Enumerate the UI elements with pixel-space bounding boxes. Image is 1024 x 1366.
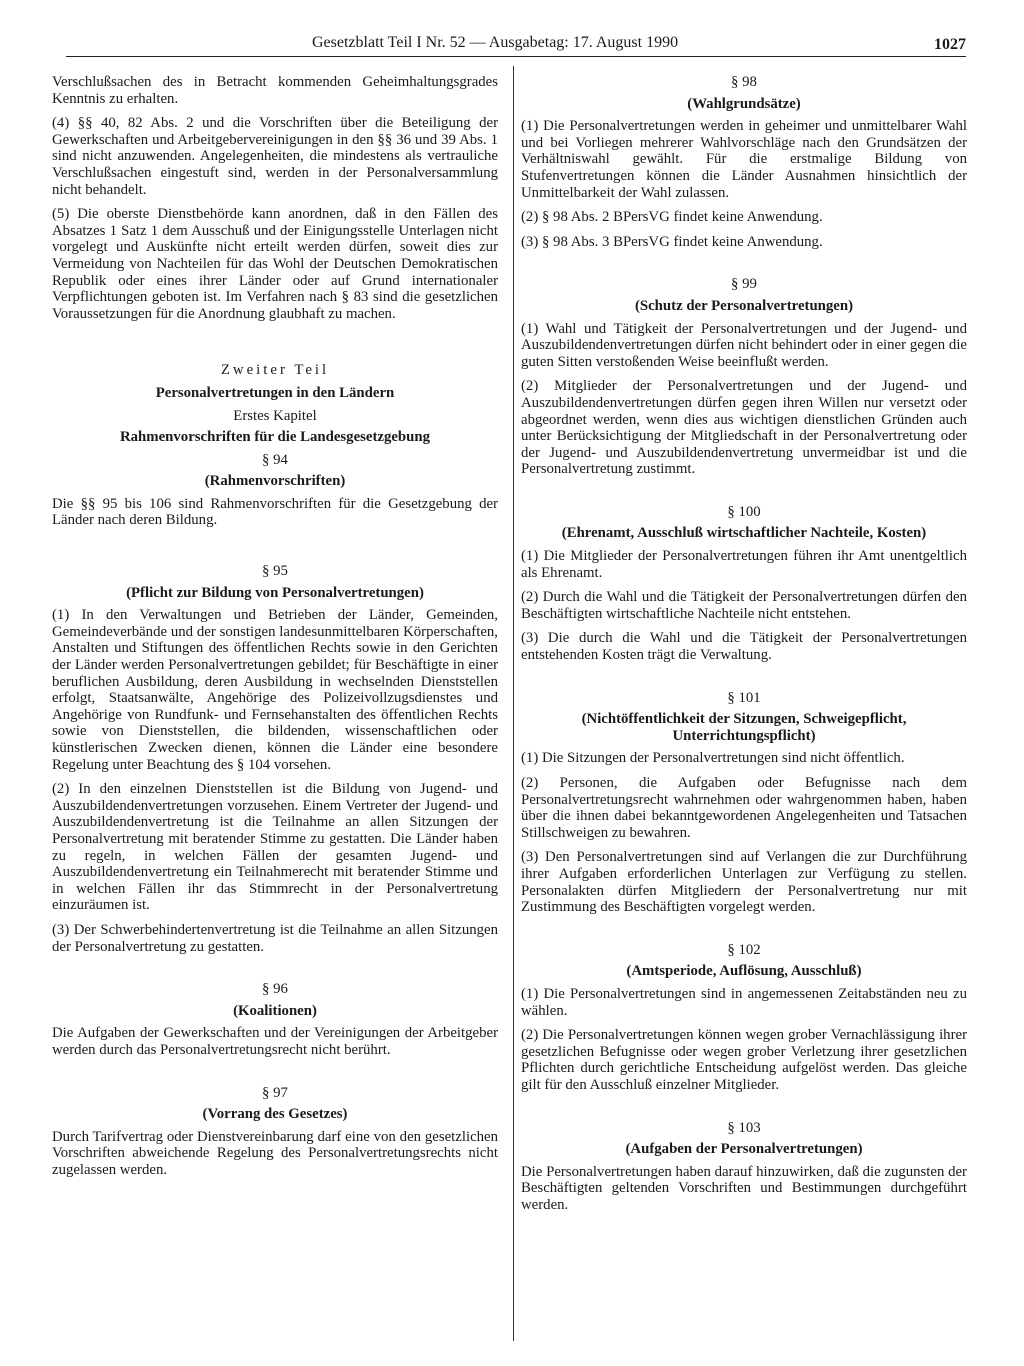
paragraph: Die Personalvertretungen haben darauf hinzuwirken, daß die zugunsten der Beschäftigten geltenden Vorschriften und Bestimmungen durchgeführt werden.	[521, 1163, 967, 1213]
section-number: § 103	[727, 1119, 761, 1136]
page-number: 1027	[934, 36, 966, 53]
section-title: (Koalitionen)	[233, 1002, 317, 1019]
section-number: § 99	[731, 276, 757, 293]
paragraph: Verschlußsachen des in Betracht kommenden Geheimhaltungsgrades Kenntnis zu erhalten.	[52, 74, 498, 107]
section-title: (Pflicht zur Bildung von Personalvertretungen)	[126, 584, 424, 601]
page-header	[66, 34, 966, 56]
paragraph: (5) Die oberste Dienstbehörde kann anordnen, daß in den Fällen des Absatzes 1 Satz 1 dem Ausschuß und der Einigungsstelle Unterlagen nicht vorgelegt und Auskünfte nicht erteilt werden dürfen, soweit dies zur Vermeidung von Nachteilen für das Wohl der Deutschen Demokratischen Republik oder eines ihrer Länder oder auf Grund internationaler Verpflichtungen geboten ist. Im Verfahren nach § 83 sind die gesetzlichen Voraussetzungen für die Anordnung glaubhaft zu machen.	[52, 206, 498, 322]
paragraph: (3) Den Personalvertretungen sind auf Verlangen die zur Durchführung ihrer Aufgaben erforderlichen Unterlagen zur Verfügung zu stellen. Personalakten dürfen Mitgliedern der Personalvertretung nur mit Zustimmung des Beschäftigten vorgelegt werden.	[521, 849, 967, 916]
section-title: (Amtsperiode, Auflösung, Ausschluß)	[626, 963, 862, 980]
paragraph: (1) Die Personalvertretungen werden in geheimer und unmittelbarer Wahl und bei Vorliegen mehrerer Wahlvorschläge nach den Grundsätzen der Verhältniswahl gewählt. Für die erstmalige Bildung von Stufenvertretungen können die Länder Ausnahmen hinsichtlich der Unmittelbarkeit der Wahl zulassen.	[521, 118, 967, 201]
paragraph: (2) In den einzelnen Dienststellen ist die Bildung von Jugend- und Auszubildendenvertretungen vorzusehen. Einem Vertreter der Jugend- und Auszubildendenvertretung ist die Teilnahme an allen Sitzungen der Personalvertretung mit beratender Stimme zu gestatten. Die Länder haben zu regeln, in welchen Fällen der gesamten Jugend- und Auszubildendenvertretung ein Teilnahmerecht mit beratender Stimme und in welchen Fällen ihr das Stimmrecht in der Personalvertretung einzuräumen ist.	[52, 781, 498, 914]
right-column	[521, 74, 967, 1221]
section-number: § 96	[262, 981, 288, 998]
paragraph: Die Aufgaben der Gewerkschaften und der Vereinigungen der Arbeitgeber werden durch das Personalvertretungsrecht nicht berührt.	[52, 1025, 498, 1058]
chapter-heading: Erstes Kapitel	[233, 407, 317, 424]
paragraph: (2) § 98 Abs. 2 BPersVG findet keine Anwendung.	[521, 209, 823, 226]
section-title: (Vorrang des Gesetzes)	[202, 1106, 348, 1123]
paragraph: (1) Die Sitzungen der Personalvertretungen sind nicht öffentlich.	[521, 750, 905, 767]
paragraph: (2) Die Personalvertretungen können wegen grober Vernachlässigung ihrer gesetzlichen Befugnisse oder wegen grober Verletzung ihrer gesetzlichen Pflichten durch gerichtliche Entscheidung aufgelöst werden. Das gleiche gilt für den Ausschluß einzelner Mitglieder.	[521, 1027, 967, 1093]
paragraph: (2) Durch die Wahl und die Tätigkeit der Personalvertretungen dürfen den Beschäftigten wirtschaftliche Nachteile nicht entstehen.	[521, 589, 967, 622]
section-number: § 102	[727, 941, 761, 958]
section-title: (Nichtöffentlichkeit der Sitzungen, Schweigepflicht, Unterrichtungspflicht)	[581, 711, 907, 744]
gazette-title: Gesetzblatt Teil I Nr. 52 — Ausgabetag: 17. August 1990	[312, 34, 679, 51]
paragraph: (3) § 98 Abs. 3 BPersVG findet keine Anwendung.	[521, 233, 823, 250]
paragraph: (1) Die Mitglieder der Personalvertretungen führen ihr Amt unentgeltlich als Ehrenamt.	[521, 548, 967, 581]
section-number: § 101	[727, 689, 761, 706]
paragraph: (3) Der Schwerbehindertenvertretung ist die Teilnahme an allen Sitzungen der Personalvertretung zu gestatten.	[52, 921, 498, 955]
chapter-title: Rahmenvorschriften für die Landesgesetzgebung	[119, 429, 431, 446]
paragraph: (1) Die Personalvertretungen sind in angemessenen Zeitabständen neu zu wählen.	[521, 985, 967, 1019]
paragraph: Die §§ 95 bis 106 sind Rahmenvorschriften für die Gesetzgebung der Länder nach deren Bildung.	[52, 495, 498, 529]
paragraph: (1) In den Verwaltungen und Betrieben der Länder, Gemeinden, Gemeindeverbände und der sonstigen landesunmittelbaren Körperschaften, Anstalten und Stiftungen des öffentlichen Rechts sowie in den Gerichten der Länder werden Personalvertretungen gebildet; für Beschäftigte in einer beruflichen Ausbildung, deren Ausbildung in wechselnden Dienststellen erfolgt, Staatsanwälte, Angehörige des Polizeivollzugsdienstes und Angehörige von Rundfunk- und Fernsehanstalten des öffentlichen Rechts sowie von Dienststellen, die bildenden, wissenschaftlichen oder künstlerischen Zwecken dienen, können die Länder eine besondere Regelung unter Beachtung des § 104 vorsehen.	[52, 607, 498, 773]
header-rule	[66, 56, 966, 57]
paragraph: (4) §§ 40, 82 Abs. 2 und die Vorschriften über die Beteiligung der Gewerkschaften und Arbeitgebervereinigungen in den §§ 36 und 39 Abs. 1 sind nicht anzuwenden. Angelegenheiten, die mindestens als vertrauliche Verschlußsachen eingestuft sind, werden in der Personalversammlung nicht behandelt.	[52, 115, 498, 198]
section-title: (Ehrenamt, Ausschluß wirtschaftlicher Nachteile, Kosten)	[561, 525, 927, 542]
section-number: § 100	[727, 503, 761, 520]
section-title: (Rahmenvorschriften)	[204, 473, 346, 490]
paragraph: (2) Mitglieder der Personalvertretungen und der Jugend- und Auszubildendenvertretungen dürfen gegen ihren Willen nur versetzt oder abgeordnet werden, wenn dies aus wichtigen dienstlichen Gründen auch unter Berücksichtigung der Mitgliedschaft in der Personalvertretung oder der Jugend- und Auszubildendenvertretung unvermeidbar ist und die Personalvertretung zustimmt.	[521, 378, 967, 478]
section-number: § 98	[731, 74, 757, 90]
paragraph: Durch Tarifvertrag oder Dienstvereinbarung darf eine von den gesetzlichen Vorschriften abweichende Regelung des Personalvertretungsrechts nicht zugelassen werden.	[52, 1128, 498, 1178]
left-column	[52, 74, 498, 1186]
paragraph: (1) Wahl und Tätigkeit der Personalvertretungen und der Jugend- und Auszubildendenvertretungen dürfen nicht behindert oder in einer gegen die guten Sitten verstoßenden Weise beeinflußt werden.	[521, 320, 967, 370]
column-divider	[513, 66, 514, 1341]
section-title: (Wahlgrundsätze)	[687, 95, 801, 112]
section-title: (Schutz der Personalvertretungen)	[634, 297, 854, 314]
paragraph: (3) Die durch die Wahl und die Tätigkeit der Personalvertretungen entstehenden Kosten trägt die Verwaltung.	[521, 630, 967, 664]
section-number: § 97	[262, 1084, 288, 1101]
section-number: § 94	[262, 451, 288, 468]
part-title: Personalvertretungen in den Ländern	[155, 384, 395, 401]
section-number: § 95	[262, 563, 288, 580]
section-title: (Aufgaben der Personalvertretungen)	[625, 1141, 863, 1158]
part-heading: Zweiter Teil	[220, 362, 330, 379]
paragraph: (2) Personen, die Aufgaben oder Befugnisse nach dem Personalvertretungsrecht wahrnehmen oder wahrgenommen haben, haben über die ihnen dabei bekanntgewordenen Angelegenheiten und Tatsachen Stillschweigen zu bewahren.	[521, 775, 967, 841]
